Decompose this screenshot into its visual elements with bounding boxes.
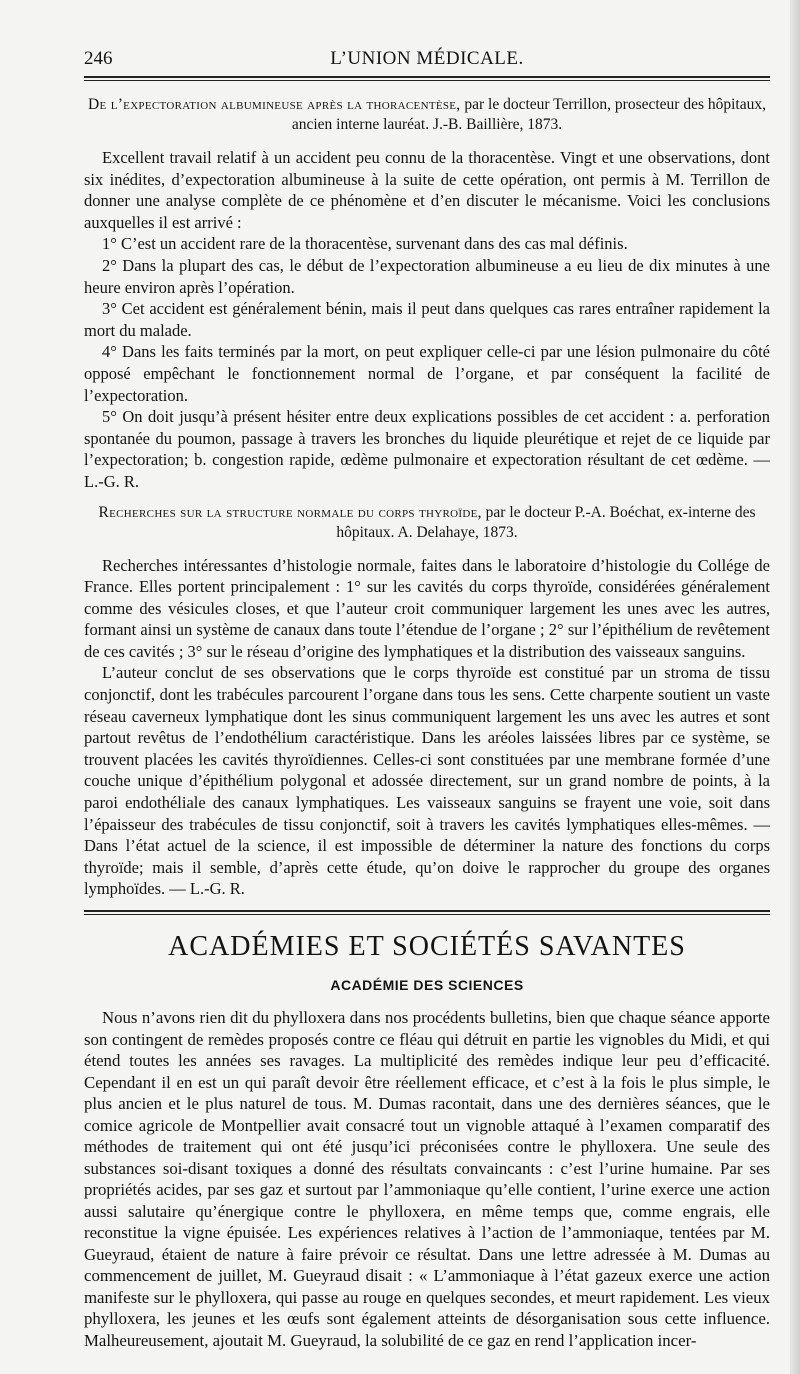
review-title-main: De l’expectoration albumineuse après la thoracentèse, <box>88 96 461 113</box>
paragraph: L’auteur conclut de ses observations que le corps thyroïde est constitué par un stroma de tissu conjonctif, dont les trabécules parcourent l’organe dans tous les sens. Cette charpente soutient un vaste réseau caverneux lymphatique dont les sinus communiquent largement les uns avec les autres et sont partout revêtus de l’endothélium caractéristique. Dans les aréoles laissées libres par ce système, se trouvent placées les cavités thyroïdiennes. Celles-ci sont constituées par une membrane formée d’une couche unique d’épithélium polygonal et adossée directement, sur un grand nombre de points, à la paroi endothéliale des canaux lymphatiques. Les vaisseaux sanguins se frayent une voie, soit dans l’épaisseur des trabécules de tissu conjonctif, soit à travers les cavités lymphatiques elles-mêmes. — Dans l’état actuel de la science, il est impossible de déterminer la nature des fonctions du corps thyroïde; mais il semble, d’après cette étude, qu’on doive le rapprocher du groupe des organes lymphoïdes. — L.-G. R. <box>84 663 770 899</box>
review-title-author: par le docteur P.-A. Boéchat, ex-interne des hôpitaux. A. Delahaye, 1873. <box>336 503 756 541</box>
section-subtitle: ACADÉMIE DES SCIENCES <box>330 977 524 993</box>
running-title: L’UNION MÉDICALE. <box>330 48 524 69</box>
review-title <box>84 503 770 543</box>
page-header <box>84 44 770 76</box>
page-content <box>84 44 770 1351</box>
paragraph: Excellent travail relatif à un accident peu connu de la thoracentèse. Vingt et une observations, dont six inédites, d’expectoration albumineuse à la suite de cette opération, ont permis à M. Terrillon de donner une analyse complète de ce phénomène et d’en discuter le mécanisme. Voici les conclusions auxquelles il est arrivé : <box>84 148 770 232</box>
paragraph: 5° On doit jusqu’à présent hésiter entre deux explications possibles de cet accident : a. perforation spontanée du poumon, passage à travers les bronches du liquide pleurétique et rejet de ce liquide par l’expectoration; b. congestion rapide, œdème pulmonaire et expectoration résultant de cet œdème. — L.-G. R. <box>84 407 770 491</box>
paragraph: 3° Cet accident est généralement bénin, mais il peut dans quelques cas rares entraîner rapidement la mort du malade. <box>84 299 770 340</box>
paragraph: Recherches intéressantes d’histologie normale, faites dans le laboratoire d’histologie du Collége de France. Elles portent principalement : 1° sur les cavités du corps thyroïde, considérées généralement comme des vésicules closes, et que l’auteur croit communiquer largement les unes avec les autres, formant ainsi un système de canaux dans toute l’étendue de l’organe ; 2° sur l’épithélium de revêtement de ces cavités ; 3° sur le réseau d’origine des lymphatiques et la distribution des vaisseaux sanguins. <box>84 555 770 661</box>
academies-section <box>84 931 770 1351</box>
review-title-main: Recherches sur la structure normale du corps thyroïde, <box>98 503 482 521</box>
section-title: ACADÉMIES ET SOCIÉTÉS SAVANTES <box>168 931 686 962</box>
paragraph: 2° Dans la plupart des cas, le début de l’expectoration albumineuse a eu lieu de dix minutes à une heure environ après l’opération. <box>84 255 770 297</box>
review-boechat <box>84 503 770 901</box>
review-title <box>84 95 770 135</box>
section-rule <box>84 910 770 915</box>
review-title-author: par le docteur Terrillon, prosecteur des hôpitaux, ancien interne lauréat. J.-B. Baillière, 1873. <box>291 96 766 133</box>
page-edge-shadow <box>790 0 800 1374</box>
header-rule <box>84 76 770 81</box>
review-terrillon <box>84 95 770 493</box>
paragraph: Nous n’avons rien dit du phylloxera dans nos procédents bulletins, bien que chaque séance apporte son contingent de remèdes proposés contre ce fléau qui détruit en partie les vignobles du Midi, et qui étend toutes les années ses ravages. La multiplicité des remèdes indique leur peu d’efficacité. Cependant il en est un qui paraît devoir être réellement efficace, et c’est à la fois le plus simple, le plus ancien et le plus naturel de tous. M. Dumas racontait, dans une des dernières séances, que le comice agricole de Montpellier avait consacré tout un vignoble attaqué à l’examen comparatif des méthodes de traitement qui ont été jusqu’ici préconisées contre le phylloxera. Une seule des substances soi-disant toxiques a donné des résultats convaincants : c’est l’urine humaine. Par ses propriétés acides, par ses gaz et surtout par l’ammoniaque qu’elle contient, l’urine exerce une action aussi salutaire qu’énergique contre le phylloxera, en même temps que, comme engrais, elle reconstitue la vigne épuisée. Les expériences relatives à l’action de l’ammoniaque, tentées par M. Gueyraud, étaient de nature à faire prévoir ce résultat. Dans une lettre adressée à M. Dumas au commencement de juillet, M. Gueyraud disait : « L’ammoniaque à l’état gazeux exerce une action manifeste sur le phylloxera, qui passe au rouge en quelques secondes, et meurt rapidement. Les vieux phylloxera, les jeunes et les œufs sont également atteints de désorganisation sous cette influence. Malheureusement, ajoutait M. Gueyraud, la solubilité de ce gaz en rend l’application incer- <box>84 1008 770 1350</box>
page-number: 246 <box>84 48 113 69</box>
paragraph: 4° Dans les faits terminés par la mort, on peut expliquer celle-ci par une lésion pulmonaire du côté opposé empêchant le fonctionnement normal de l’organe, et par conséquent la facilité de l’expectoration. <box>84 342 770 405</box>
paragraph: 1° C’est un accident rare de la thoracentèse, survenant dans des cas mal définis. <box>102 234 628 254</box>
